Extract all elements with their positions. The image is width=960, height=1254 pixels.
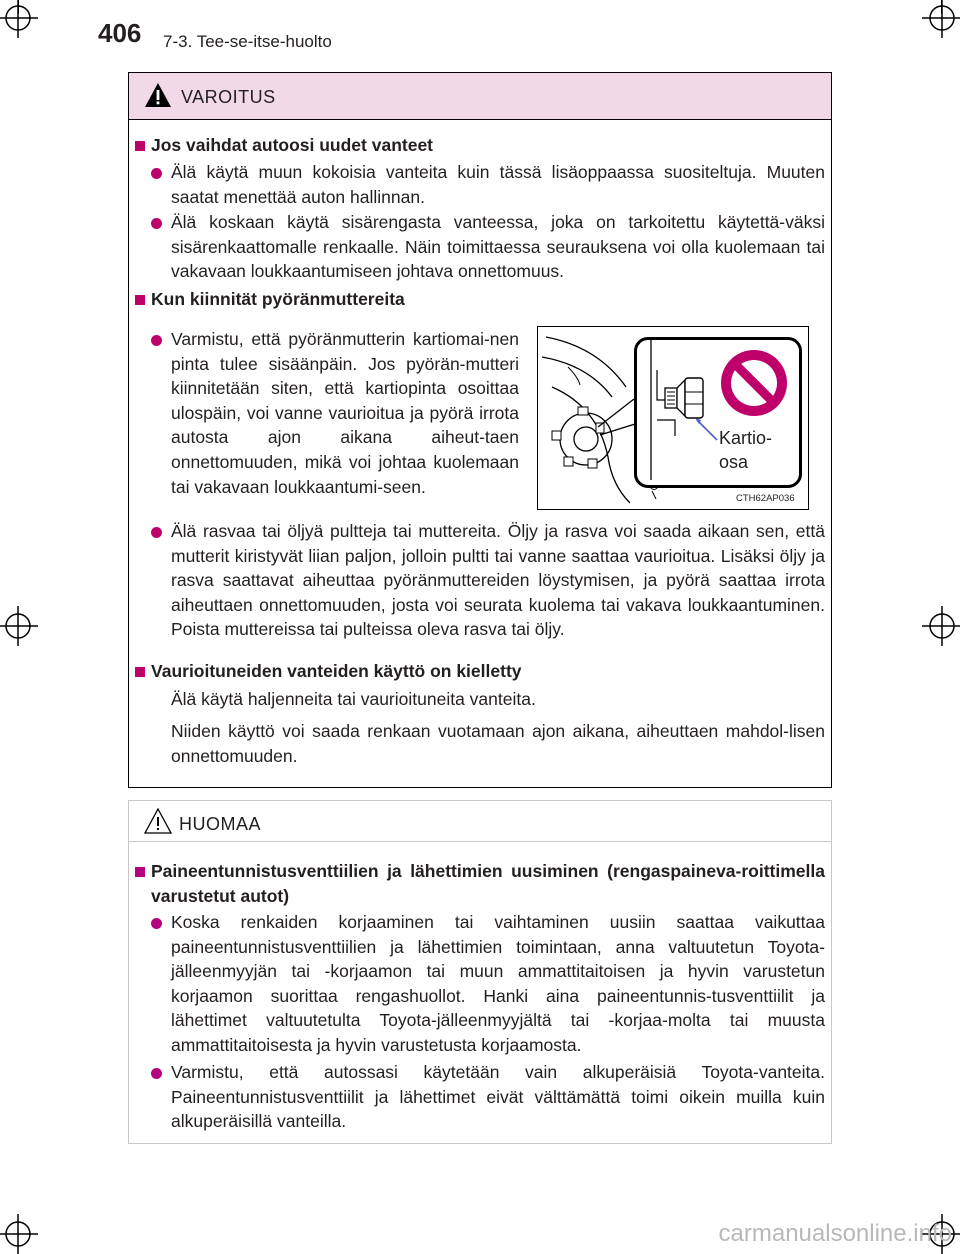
bullet-icon [151,527,162,538]
watermark: carmanualsonline.info [718,1220,952,1247]
wheel-nut-illustration [537,326,809,510]
bullet-icon [151,1068,162,1079]
registration-mark-mid-right [922,606,960,646]
warning-header [129,73,831,120]
paragraph-text: Niiden käyttö voi saada renkaan vuotamaan ajon aikana, aiheuttaen mahdol-lisen onnettomuuden. [171,721,825,766]
warning-triangle-icon [143,81,173,109]
bullet-icon [151,168,162,179]
registration-mark-bottom-left [0,1214,38,1254]
registration-mark-mid-left [0,606,38,646]
bullet-icon [151,335,162,346]
crop-line-top [18,0,19,14]
notice-header [129,801,831,842]
section-heading: Jos vaihdat autoosi uudet vanteet [151,135,433,155]
bullet-text: Varmistu, että autossasi käytetään vain alkuperäisiä Toyota-vanteita. Paineentunnistusventtiilit ja lähettimet eivät välttämättä toimi oikein muilla kuin alkuperäisillä vanteilla. [171,1062,825,1132]
bullet-icon [151,218,162,229]
detail-callout-box [634,337,802,488]
bullet-icon [151,918,162,929]
section-heading: Kun kiinnität pyöränmuttereita [151,289,405,309]
cone-label-line1: Kartio- [719,428,773,448]
bullet-text: Koska renkaiden korjaaminen tai vaihtaminen uusiin saattaa vaikuttaa paineentunnistusventtiilien ja lähettimien toimintaan, anna valtuutetun Toyota-jälleenmyyjän tai -korjaamon tai muun ammattitaitoisen ja hyvin varustetun korjaamon suorittaa rengashuollot. Hanki aina paineentunnis-tusventtiilit ja lähettimet valtuutetulta Toyota-jälleenmyyjältä tai -korjaa-molta tai muusta ammattitaitoisesta ja hyvin varustetusta korjaamosta. [171,912,825,1055]
lug-nut-detail-drawing [637,340,799,485]
notice-box [128,800,832,1144]
section-marker-icon [135,867,145,877]
page-number: 406 [98,18,142,48]
registration-mark-top-left [0,0,38,38]
section-heading: Paineentunnistusventtiilien ja lähettimien uusiminen (rengaspaineva-roittimella varustetut autot) [151,861,825,906]
section-marker-icon [135,667,145,677]
section-heading: Vaurioituneiden vanteiden käyttö on kielletty [151,661,522,681]
warning-title: VAROITUS [181,87,276,107]
bullet-text: Älä koskaan käytä sisärengasta vanteessa, joka on tarkoitettu käytettä-väksi sisärenkaattomalle renkaalle. Näin toimittaessa seurauksena voi olla kuolemaan tai vakavaan loukkaantumiseen johtava onnettomuus. [171,212,825,282]
figure-code: CTH62AP036 [736,493,795,504]
cone-label-line2: osa [719,452,749,472]
caution-triangle-icon [143,807,173,835]
bullet-text: Älä käytä muun kokoisia vanteita kuin tässä lisäoppaassa suositeltuja. Muuten saatat menettää auton hallinnan. [171,162,825,207]
section-marker-icon [135,295,145,305]
bullet-text: Älä rasvaa tai öljyä pultteja tai muttereita. Öljy ja rasva voi saada aikaan sen, että mutterit kiristyvät liian paljon, jolloin pultti tai vanne saattaa vaurioitua. Lisäksi öljy ja rasva saattavat aiheuttaa pyöränmuttereiden löystymisen, ja pyörä saattaa irrota aiheuttaen onnettomuuden, josta voi seurata kuolema tai vakava loukkaantuminen. Poista muttereissa tai pulteissa oleva rasva tai öljy. [171,521,825,640]
paragraph-text: Älä käytä haljenneita tai vaurioituneita vanteita. [171,689,536,709]
notice-title: HUOMAA [179,814,262,834]
crop-line-top-right [941,0,942,14]
bullet-text: Varmistu, että pyöränmutterin kartiomai-nen pinta tulee sisäänpäin. Jos pyörän-mutteri kiinnitetään siten, että kartiopinta osoittaa ulospäin, voi vanne vaurioitua ja pyörä irrota autosta ajon aikana aiheut-taen onnettomuuden, mikä voi johtaa kuolemaan tai vakavaan loukkaantumi-seen. [171,329,519,497]
section-title: 7-3. Tee-se-itse-huolto [163,32,332,51]
section-marker-icon [135,141,145,151]
